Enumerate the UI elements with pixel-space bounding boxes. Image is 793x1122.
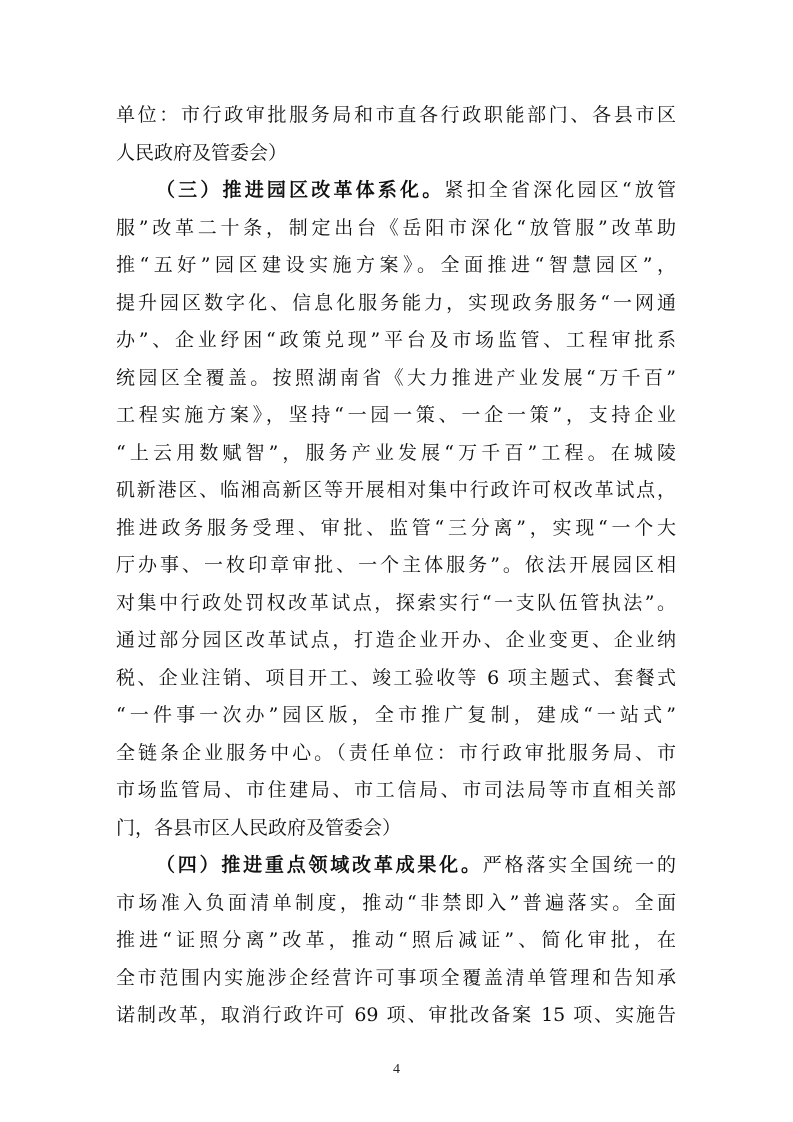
text-line: 工程实施方案》，坚持“一园一策、一企一策”，支持企业 [116, 404, 676, 426]
text-line: 市场准入负面清单制度，推动“非禁即入”普遍落实。全面 [116, 891, 676, 914]
text-line: 市场监管局、市住建局、市工信局、市司法局等市直相关部 [116, 779, 676, 801]
text-line: 服”改革二十条，制定出台《岳阳市深化“放管服”改革助 [116, 216, 676, 239]
text-line: 推进政务服务受理、审批、监管“三分离”，实现“一个大 [116, 516, 676, 539]
text-line: 统园区全覆盖。按照湖南省《大力推进产业发展“万千百” [116, 366, 676, 389]
section-4-first-line [116, 847, 676, 885]
body-text [116, 97, 676, 1035]
text-line: 矶新港区、临湘高新区等开展相对集中行政许可权改革试点， [116, 479, 676, 501]
text-line: 办”、企业纾困“政策兑现”平台及市场监管、工程审批系 [116, 329, 676, 351]
text-line: 全链条企业服务中心。（责任单位：市行政审批服务局、市 [116, 741, 676, 764]
text-line: 厅办事、一枚印章审批、一个主体服务”。依法开展园区相 [116, 554, 676, 576]
text-line: 推进“证照分离”改革，推动“照后减证”、简化审批，在 [116, 929, 676, 951]
text-line: “上云用数赋智”，服务产业发展“万千百”工程。在城陵 [116, 441, 676, 464]
section-3-intro: 紧扣全省深化园区“放管 [444, 179, 676, 201]
section-4-heading: （四）推进重点领域改革成果化。 [156, 854, 483, 876]
text-line: 推“五好”园区建设实施方案》。全面推进“智慧园区”， [116, 254, 676, 276]
text-line: 全市范围内实施涉企经营许可事项全覆盖清单管理和告知承 [116, 966, 676, 989]
page-number: 4 [393, 1062, 400, 1077]
text-line: 人民政府及管委会） [116, 141, 288, 164]
section-4-intro: 严格落实全国统一的 [482, 854, 676, 876]
section-3-first-line [116, 172, 676, 210]
text-line: 对集中行政处罚权改革试点，探索实行“一支队伍管执法”。 [116, 591, 676, 614]
text-line: 提升园区数字化、信息化服务能力，实现政务服务“一网通 [116, 291, 676, 314]
text-line: “一件事一次办”园区版，全市推广复制，建成“一站式” [116, 704, 676, 726]
text-line: 税、企业注销、项目开工、竣工验收等 6 项主题式、套餐式 [116, 666, 676, 689]
text-line: 通过部分园区改革试点，打造企业开办、企业变更、企业纳 [116, 629, 676, 651]
text-line: 诺制改革，取消行政许可 69 项、审批改备案 15 项、实施告 [116, 1004, 676, 1026]
text-line: 单位：市行政审批服务局和市直各行政职能部门、各县市区 [116, 104, 676, 126]
text-line: 门，各县市区人民政府及管委会） [116, 816, 402, 839]
section-3-heading: （三）推进园区改革体系化。 [156, 179, 445, 201]
